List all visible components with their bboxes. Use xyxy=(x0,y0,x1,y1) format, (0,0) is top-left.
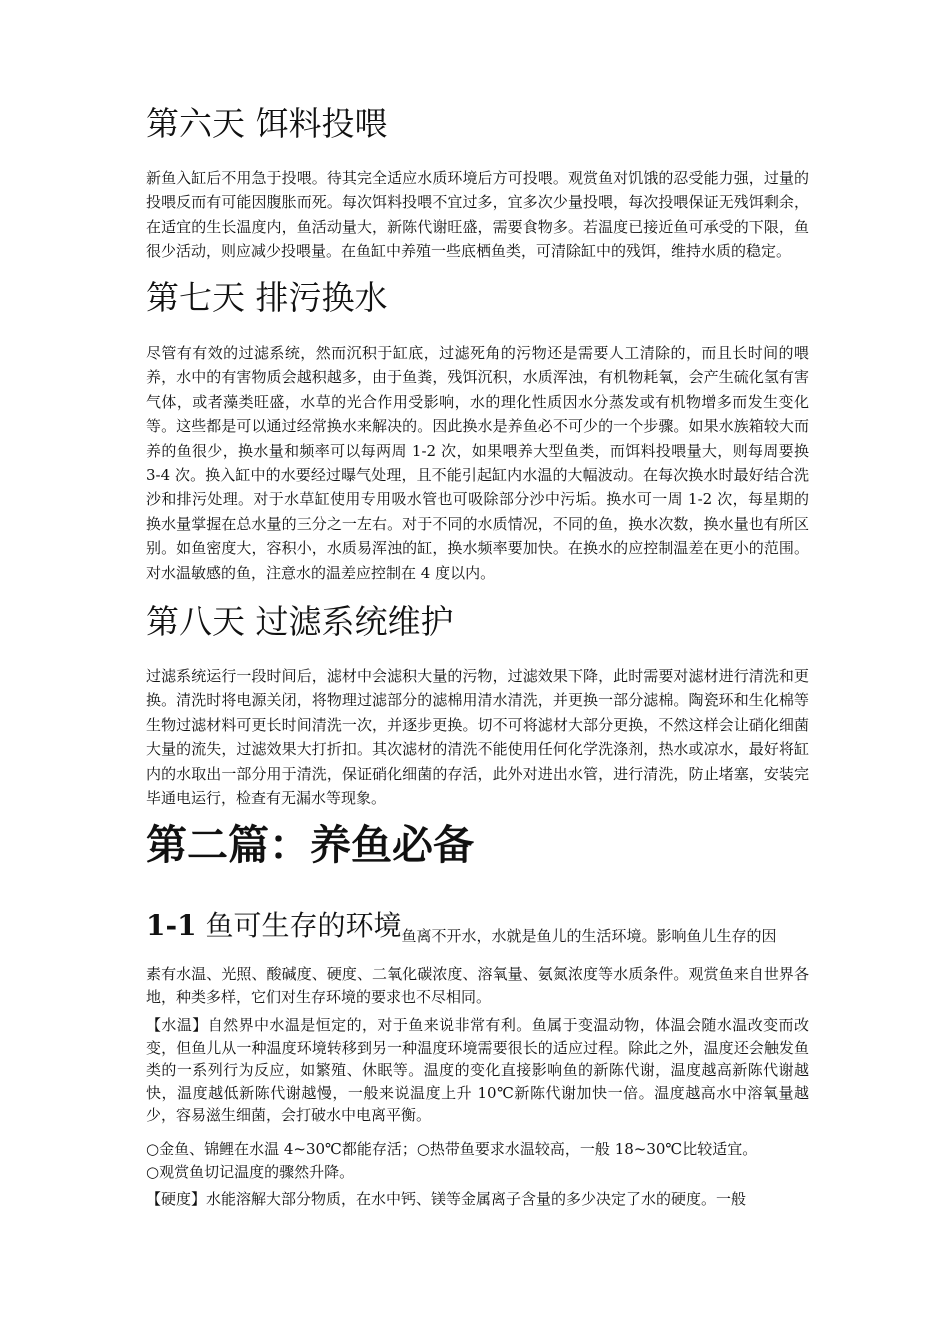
section-1-1-heading xyxy=(146,908,777,954)
day6-paragraph: 新鱼入缸后不用急于投喂。待其完全适应水质环境后方可投喂。观赏鱼对饥饿的忍受能力强，过量的投喂反而有可能因腹胀而死。每次饵料投喂不宜过多，宜多次少量投喂，每次投喂保证无残饵剩余，在适宜的生长温度内，鱼活动量大，新陈代谢旺盛，需要食物多。若温度已接近鱼可承受的下限，鱼很少活动，则应减少投喂量。在鱼缸中养殖一些底栖鱼类，可清除缸中的残饵，维持水质的稳定。 xyxy=(146,169,809,261)
day7-heading: 第七天 排污换水 xyxy=(146,278,388,317)
day8-paragraph: 过滤系统运行一段时间后，滤材中会滤积大量的污物，过滤效果下降，此时需要对滤材进行清洗和更换。清洗时将电源关闭，将物理过滤部分的滤棉用清水清洗，并更换一部分滤棉。陶瓷环和生化棉等生物过滤材料可更长时间清洗一次，并逐步更换。切不可将滤材大部分更换，不然这样会让硝化细菌大量的流失，过滤效果大打折扣。其次滤材的清洗不能使用任何化学洗涤剂，热水或凉水，最好将缸内的水取出一部分用于清洗，保证硝化细菌的存活，此外对进出水管，进行清洗，防止堵塞，安装完毕通电运行，检查有无漏水等现象。 xyxy=(146,667,809,808)
temperature-bullet-2: ○观赏鱼切记温度的骤然升降。 xyxy=(146,1163,355,1181)
hardness-paragraph: 【硬度】水能溶解大部分物质，在水中钙、镁等金属离子含量的多少决定了水的硬度。一般 xyxy=(146,1190,747,1208)
water-temperature-paragraph: 【水温】自然界中水温是恒定的，对于鱼来说非常有利。鱼属于变温动物，体温会随水温改变而改变，但鱼儿从一种温度环境转移到另一种温度环境需要很长的适应过程。除此之外，温度还会触发鱼类的一系列行为反应，如繁殖、休眠等。温度的变化直接影响鱼的新陈代谢，温度越高新陈代谢越快，温度越低新陈代谢越慢，一般来说温度上升 10℃新陈代谢加快一倍。温度越高水中溶氧量越少，容易滋生细菌，会打破水中电离平衡。 xyxy=(146,1016,809,1125)
day8-heading: 第八天 过滤系统维护 xyxy=(146,602,454,641)
day7-paragraph: 尽管有有效的过滤系统，然而沉积于缸底，过滤死角的污物还是需要人工清除的，而且长时间的喂养，水中的有害物质会越积越多，由于鱼粪，残饵沉积，水质浑浊，有机物耗氧，会产生硫化氢有害气体，或者藻类旺盛，水草的光合作用受影响，水的理化性质因水分蒸发或有机物增多而发生变化等。这些都是可以通过经常换水来解决的。因此换水是养鱼必不可少的一个步骤。如果水族箱较大而养的鱼很少，换水量和频率可以每两周 1-2 次，如果喂养大型鱼类，而饵料投喂量大，则每周要换 3-4 次。换入缸中的水要经过曝气处理，且不能引起缸内水温的大幅波动。在每次换水时最好结合洗沙和排污处理。对于水草缸使用专用吸水管也可吸除部分沙中污垢。换水可一周 1-2 次，每星期的换水量掌握在总水量的三分之一左右。对于不同的水质情况，不同的鱼，换水次数，换水量也有所区别。如鱼密度大，容积小，水质易浑浊的缸，换水频率要加快。在换水的应控制温差在更小的范围。对水温敏感的鱼，注意水的温差应控制在 4 度以内。 xyxy=(146,344,809,582)
section-inline-text: 鱼离不开水，水就是鱼儿的生活环境。影响鱼儿生存的因 xyxy=(401,927,777,945)
section-number: 1-1 xyxy=(146,909,197,942)
section-title: 鱼可生存的环境 xyxy=(205,909,402,942)
section-intro-paragraph: 素有水温、光照、酸碱度、硬度、二氧化碳浓度、溶氧量、氨氮浓度等水质条件。观赏鱼来自世界各地，种类多样，它们对生存环境的要求也不尽相同。 xyxy=(146,965,809,1006)
part2-heading: 第二篇：养鱼必备 xyxy=(146,821,474,869)
day6-heading: 第六天 饵料投喂 xyxy=(146,104,388,143)
temperature-bullet-1: ○金鱼、锦鲤在水温 4~30℃都能存活；○热带鱼要求水温较高，一般 18~30℃比较适宜。 xyxy=(146,1140,758,1158)
